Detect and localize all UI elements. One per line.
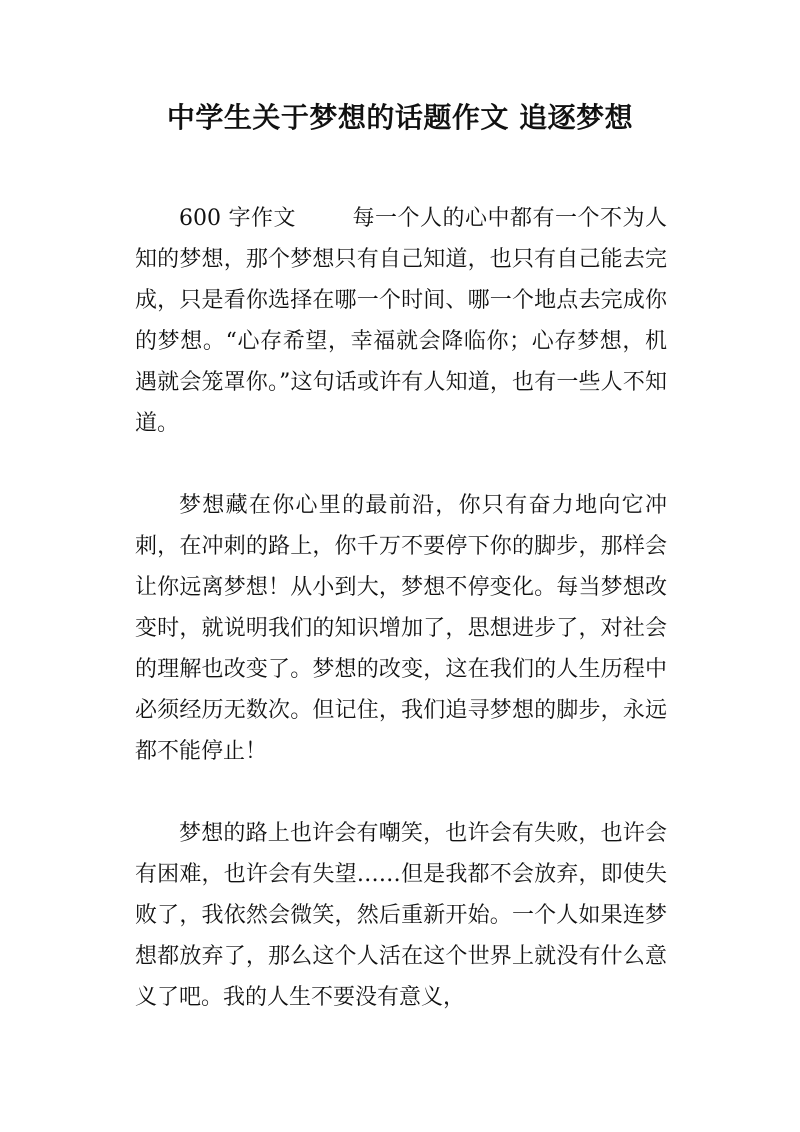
- paragraph-gap: [135, 772, 667, 813]
- paragraph-1-text: 每一个人的心中都有一个不为人知的梦想，那个梦想只有自己知道，也只有自己能去完成，只是看你选择在哪一个时间、哪一个地点去完成你的梦想。“心存希望，幸福就会降临你；心存梦想，机遇就会笼罩你。”这句话或许有人知道，也有一些人不知道。: [135, 206, 667, 436]
- paragraph-1: [135, 198, 667, 444]
- paragraph-gap: [135, 444, 667, 485]
- document-title: 中学生关于梦想的话题作文 追逐梦想: [166, 101, 634, 134]
- paragraph-3: 梦想的路上也许会有嘲笑，也许会有失败，也许会有困难，也许会有失望……但是我都不会放弃，即使失败了，我依然会微笑，然后重新开始。一个人如果连梦想都放弃了，那么这个人活在这个世界上就没有什么意义了吧。我的人生不要没有意义，: [135, 821, 667, 1010]
- document-body: [135, 198, 667, 1018]
- paragraph-2: 梦想藏在你心里的最前沿，你只有奋力地向它冲刺，在冲刺的路上，你千万不要停下你的脚步，那样会让你远离梦想！从小到大，梦想不停变化。每当梦想改变时，就说明我们的知识增加了，思想进步了，对社会的理解也改变了。梦想的改变，这在我们的人生历程中必须经历无数次。但记住，我们追寻梦想的脚步，永远都不能停止！: [135, 493, 667, 764]
- lead-label: 600 字作文: [179, 206, 296, 231]
